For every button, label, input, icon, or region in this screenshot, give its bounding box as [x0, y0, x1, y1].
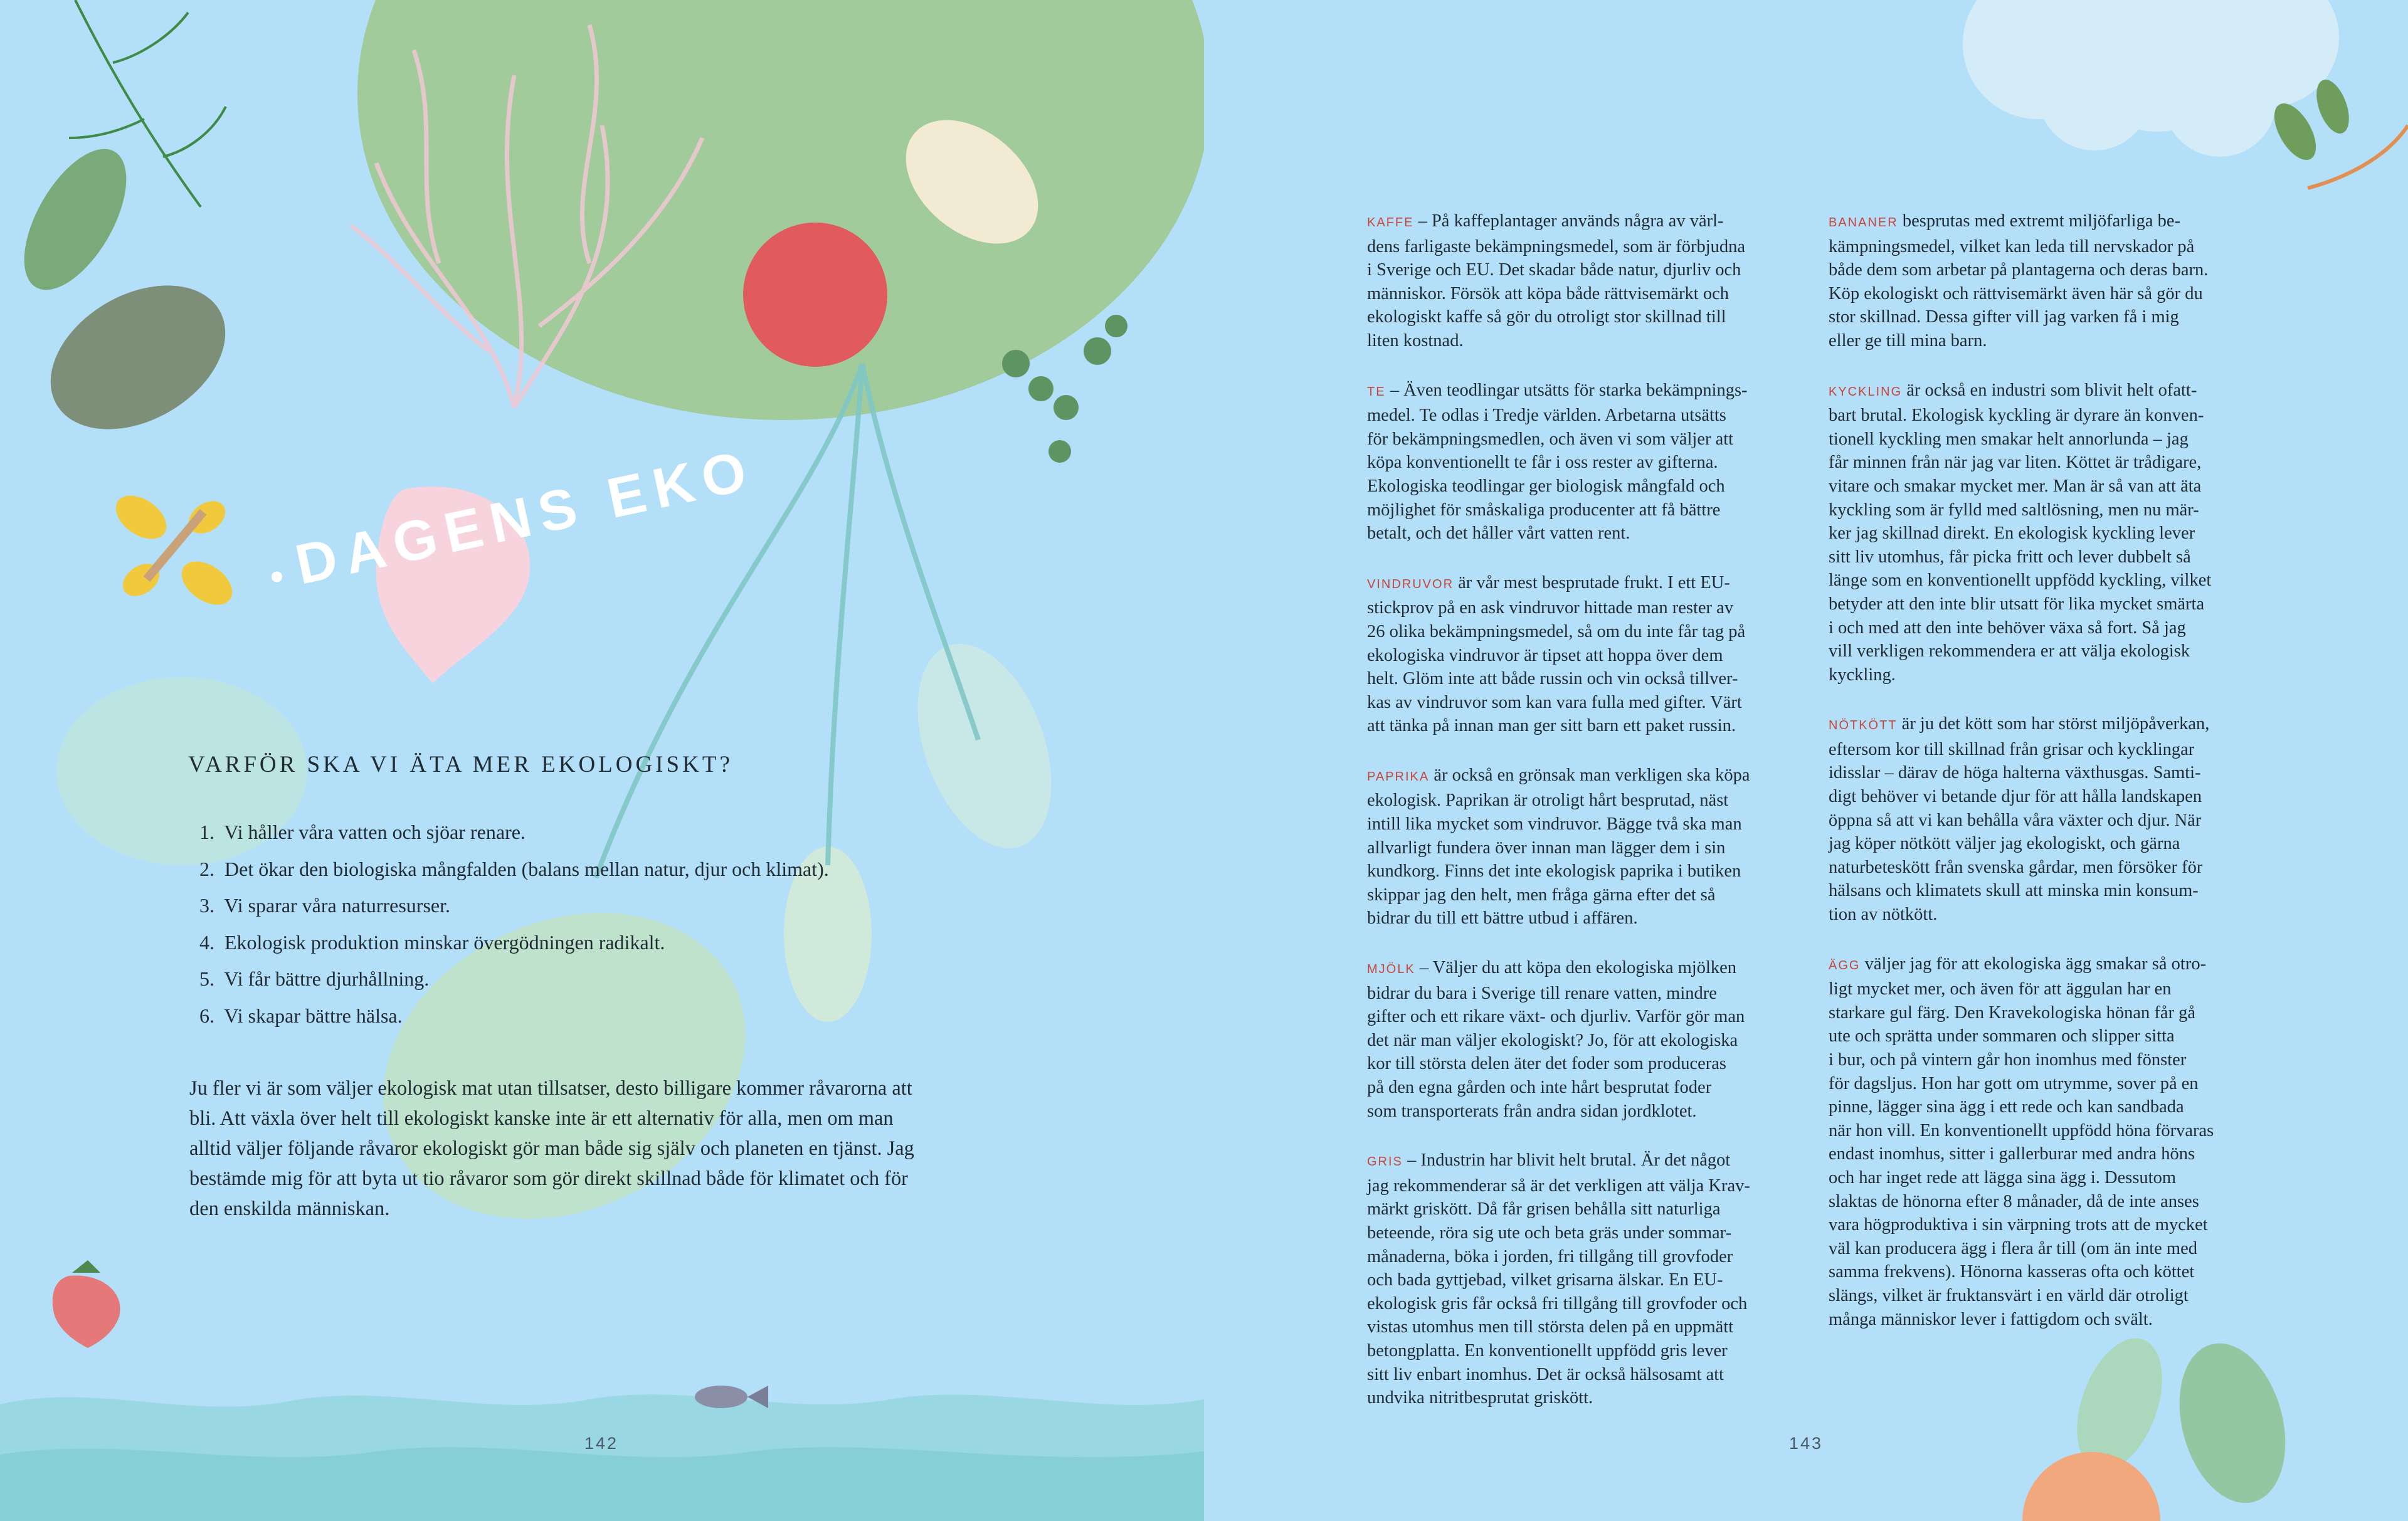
orange-radish — [2022, 1452, 2160, 1521]
strawberry-icon — [53, 1260, 120, 1348]
intro-paragraph: Ju fler vi är som väljer ekologisk mat utan tillsatser, desto billigare kommer råvarorna att bli. Att växla över helt till ekologiskt kanske inte är ett alternativ för alla, men om man alltid väljer följande råvaror ekologiskt gör man både sig själv och planeten en tjänst. Jag bestämde mig för att byta ut tio råvaror som gör direkt skillnad både för klimatet och för den enskilda människan. — [189, 1077, 914, 1220]
entry-mjolk: MJÖLK – Väljer du att köpa den ekologiska mjölken bidrar du bara i Sverige till renare vatten, mindre gifter och ett rikare växt- och djurliv. Varför gör man det när man väljer ekologiskt? Jo, för att ekologiska kor till största delen äter det foder som produceras på den egna gården och inte hårt besprutat foder som transporterats från andra sidan jordklotet. — [1367, 958, 1745, 1121]
butterfly-icon — [108, 487, 240, 613]
entry-notkott: NÖTKÖTT är ju det kött som har störst miljöpåverkan, eftersom kor till skillnad från grisar och kycklingar idisslar – därav de höga halterna växthusgas. Samti- digt behöver vi betande djur för att hålla landskapen öppna så att vi kan behålla våra växter och djur. När jag köper nötkött väljer jag ekologiskt, och gärna naturbeteskött från svenska gårdar, men försöker för hälsans och klimatets skull att minska min konsum- tion av nötkött. — [1829, 714, 2210, 925]
page-number-left: 142 — [584, 1434, 619, 1453]
keyword-kaffe: KAFFE — [1367, 216, 1414, 229]
red-radish — [743, 223, 887, 367]
keyword-paprika: PAPRIKA — [1367, 769, 1430, 784]
entry-agg: ÄGG väljer jag för att ekologiska ägg smakar så otro- ligt mycket mer, och även för att äggulan har en starkare gul färg. Den Kravekologiska hönan får gå ute och sprätta under sommaren och slipper sitta i bur, och på vintern går hon inomhus med fönster för dagsljus. Hon har gott om utrymme, sover på en pinne, lägger sina ägg i ett rede och kan sandbada när hon vill. En konventionellt uppfödd höna förvaras endast inomhus, sitter i gallerburar med andra höns och har inget rede att lägga sina ägg i. Dessutom slaktas de hönorna efter 8 månader, då de inte anses vara högproduktiva i sin värpning trots att de mycket väl kan producera ägg i flera år till (om än inte med samma frekvens). Hönorna kasseras ofta och köttet slängs, vilket är fruktansvärt i en värld där otroligt många människor lever i fattigdom och svält. — [1829, 954, 2214, 1329]
dagens-eko-title: •DAGENS EKO — [266, 438, 761, 599]
reason-item: 2. Det ökar den biologiska mångfalden (balans mellan natur, djur och klimat). — [199, 857, 829, 880]
right-page — [1204, 0, 2408, 1521]
entry-vindruvor: VINDRUVOR är vår mest besprutade frukt. I ett EU- stickprov på en ask vindruvor hittade man rester av 26 olika bekämpningsmedel, så om du inte får tag på ekologiska vindruvor är tipset att hoppa över dem helt. Glöm inte att både russin och vin också tillver- kas av vindruvor som kan vara fulla med gifter. Värt att tänka på innan man ger sitt barn ett paket russin. — [1367, 572, 1746, 736]
page-number-right: 143 — [1789, 1434, 1824, 1453]
keyword-bananer: BANANER — [1829, 216, 1898, 229]
entry-bananer: BANANER besprutas med extremt miljöfarliga be- kämpningsmedel, vilket kan leda till nervskador på både dem som arbetar på plantagerna och deras barn. Köp ekologiskt och rättvisemärkt även här så gör du stor skillnad. Dessa gifter vill jag varken få i mig eller ge till mina barn. — [1829, 211, 2209, 350]
reason-item: 5. Vi får bättre djurhållning. — [199, 967, 430, 991]
text-column-left — [1367, 209, 1837, 1436]
sea-wave-lower — [0, 1447, 1204, 1521]
entry-kaffe: KAFFE – På kaffeplantager används några av värl- dens farligaste bekämpningsmedel, som är förbjudna i Sverige och EU. Det skadar både natur, djurliv och människor. Försök att köpa både rättvisemärkt och ekologiskt kaffe så gör du otroligt stor skillnad till liten kostnad. — [1367, 211, 1746, 350]
keyword-mjolk: MJÖLK — [1367, 962, 1415, 977]
reason-item: 1. Vi håller våra vatten och sjöar renare. — [199, 821, 525, 843]
leaf-bottom-right — [2163, 1332, 2302, 1515]
keyword-kyckling: KYCKLING — [1829, 384, 1903, 399]
keyword-vindruvor: VINDRUVOR — [1367, 577, 1454, 591]
reason-item: 6. Vi skapar bättre hälsa. — [199, 1004, 403, 1027]
leaf-pale-right — [892, 626, 1077, 866]
text-column-right — [1829, 209, 2299, 1357]
keyword-gris: GRIS — [1367, 1155, 1403, 1169]
entry-kyckling: KYCKLING är också en industri som blivit helt ofatt- bart brutal. Ekologisk kyckling är dyrare än konven- tionell kyckling men smakar helt annorlunda – jag får minnen från när jag var liten. Köttet är trådigare, vitare och smakar mycket mer. Man är så van att äta kyckling som är fylld med saltlösning, men nu mär- ker jag skillnad direkt. En ekologisk kyckling lever sitt liv utomhus, får picka fritt och lever dubbelt så länge som en konventionellt uppfödd kyckling, vilket betyder att den inte blir utsatt för lika mycket smärta i och med att den inte behöver växa så fort. Så jag vill verkligen rekommendera er att välja ekologisk kyckling. — [1829, 380, 2212, 685]
reason-item: 3. Vi sparar våra naturresurser. — [199, 894, 450, 917]
entry-paprika: PAPRIKA är också en grönsak man verkligen ska köpa ekologisk. Paprikan är otroligt hårt besprutad, näst intill lika mycket som vindruvor. Bägge två ska man allvarligt fundera över innan man lägger dem i sin kundkorg. Finns det inte ekologisk paprika i butiken skippar jag den helt, men fråga gärna efter det så bidrar du till ett bättre utbud i affären. — [1367, 765, 1750, 929]
keyword-te: TE — [1367, 384, 1386, 399]
radish-stems — [596, 364, 978, 878]
leaf-top-left — [4, 133, 147, 307]
keyword-agg: ÄGG — [1829, 958, 1861, 972]
reasons-list — [199, 814, 829, 1034]
question-heading: VARFÖR SKA VI ÄTA MER EKOLOGISKT? — [188, 752, 733, 777]
entry-gris: GRIS – Industrin har blivit helt brutal. Är det något jag rekommenderar så är det verkligen att välja Krav- märkt griskött. Då får grisen behålla sitt naturliga beteende, röra sig ute och beta gräs under sommar- månaderna, böka i jorden, fri tillgång till grovfoder och bada gyttjebad, vilket grisarna älskar. En EU- ekologisk gris får också fri tillgång till grovfoder och vistas utomhus men till största delen på en uppmätt betongplatta. En konventionellt uppfödd gris lever sitt liv enbart inomhus. Det är också hälsosamt att undvika nitritbesprutat griskött. — [1367, 1150, 1750, 1408]
reason-item: 4. Ekologisk produktion minskar övergödningen radikalt. — [199, 930, 665, 954]
entry-te: TE – Även teodlingar utsätts för starka bekämpnings- medel. Te odlas i Tredje världen. Arbetarna utsätts för bekämpningsmedlen, och även vi som väljer att köpa konventionellt te får i oss rester av gifterna. Ekologiska teodlingar ger biologisk mångfald och möjlighet för småskaliga producenter att få bättre betalt, och det håller vårt vatten rent. — [1367, 380, 1748, 544]
keyword-notkott: NÖTKÖTT — [1829, 718, 1898, 733]
